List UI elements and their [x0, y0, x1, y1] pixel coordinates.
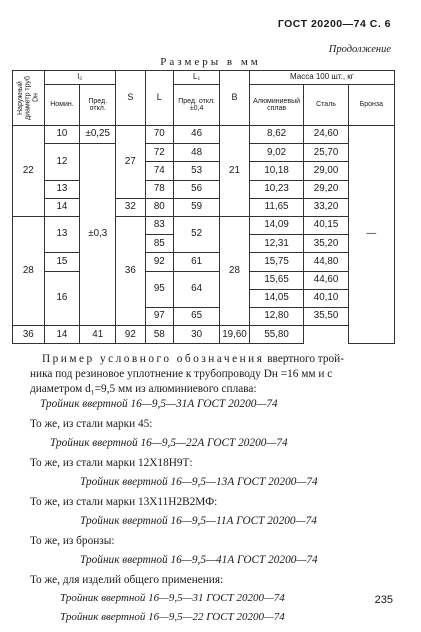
table-row — [13, 326, 395, 344]
cell-nominal: 13 — [44, 180, 80, 198]
dimensions-table — [12, 70, 395, 344]
header-deviation-l1: Пред. откл. ±0,4 — [173, 85, 219, 126]
cell-l: 95 — [145, 271, 173, 307]
designation-example-2: Тройник ввертной 16—9,5—22А ГОСТ 20200—74 — [50, 437, 288, 449]
variant-label-6: То же, для изделий общего применения: — [30, 574, 224, 586]
cell-aluminium: 10,23 — [249, 180, 304, 198]
cell-l: 85 — [145, 235, 173, 253]
page-number: 235 — [374, 594, 393, 606]
table-row — [13, 180, 395, 198]
designation-example-5: Тройник ввертной 16—9,5—41А ГОСТ 20200—74 — [80, 554, 318, 566]
cell-nominal: 10 — [44, 126, 80, 144]
page-header: ГОСТ 20200—74 С. 6 — [277, 18, 391, 30]
cell-l1: 65 — [173, 307, 219, 325]
cell-steel: 40,10 — [304, 289, 348, 307]
table-row — [13, 253, 395, 271]
cell-aluminium: 8,62 — [249, 126, 304, 144]
cell-nominal: 14 — [44, 326, 80, 344]
cell-steel: 25,70 — [304, 144, 348, 162]
header-aluminium: Алюминиевый сплав — [249, 85, 304, 126]
cell-b: 28 — [220, 216, 249, 325]
cell-steel: 24,60 — [304, 126, 348, 144]
cell-steel: 33,20 — [304, 198, 348, 216]
cell-b: 21 — [220, 126, 249, 217]
cell-l1: 61 — [173, 253, 219, 271]
cell-steel: 29,20 — [304, 180, 348, 198]
cell-s: 27 — [116, 126, 145, 199]
cell-l1: 58 — [145, 326, 173, 344]
cell-l: 92 — [116, 326, 145, 344]
cell-nominal: 16 — [44, 271, 80, 326]
header-l: L — [145, 71, 173, 126]
cell-steel: 44,80 — [304, 253, 348, 271]
continuation-label: Продолжение — [328, 44, 391, 55]
table-row — [13, 271, 395, 289]
cell-l1: 59 — [173, 198, 219, 216]
cell-steel: 35,20 — [304, 235, 348, 253]
cell-steel: 44,60 — [304, 271, 348, 289]
cell-aluminium: 19,60 — [220, 326, 249, 344]
cell-diameter: 36 — [13, 326, 45, 344]
cell-s: 41 — [80, 326, 116, 344]
cell-aluminium: 15,65 — [249, 271, 304, 289]
cell-aluminium: 12,31 — [249, 235, 304, 253]
cell-l: 72 — [145, 144, 173, 162]
header-nominal: Номин. — [44, 85, 80, 126]
designation-example-6: Тройник ввертной 16—9,5—31 ГОСТ 20200—74 — [60, 592, 285, 604]
cell-l: 80 — [145, 198, 173, 216]
designation-example-7: Тройник ввертной 16—9,5—22 ГОСТ 20200—74 — [60, 611, 285, 623]
cell-aluminium: 10,18 — [249, 162, 304, 180]
cell-deviation: ±0,25 — [80, 126, 116, 144]
table-row — [13, 198, 395, 216]
cell-steel: 40,15 — [304, 216, 348, 234]
table-row — [13, 216, 395, 234]
table-row — [13, 126, 395, 144]
cell-aluminium: 9,02 — [249, 144, 304, 162]
designation-example-3: Тройник ввертной 16—9,5—13А ГОСТ 20200—74 — [80, 476, 318, 488]
header-l1: L₁ — [173, 71, 219, 85]
cell-l: 97 — [145, 307, 173, 325]
cell-steel: 29,00 — [304, 162, 348, 180]
cell-l1: 64 — [173, 271, 219, 307]
cell-aluminium: 14,05 — [249, 289, 304, 307]
cell-aluminium: 14,09 — [249, 216, 304, 234]
cell-l: 92 — [145, 253, 173, 271]
cell-aluminium: 11,65 — [249, 198, 304, 216]
cell-l1: 56 — [173, 180, 219, 198]
cell-l1: 52 — [173, 216, 219, 252]
variant-label-2: То же, из стали марки 45: — [30, 418, 153, 430]
cell-l1: 46 — [173, 126, 219, 144]
cell-l1: 48 — [173, 144, 219, 162]
header-s: S — [116, 71, 145, 126]
cell-aluminium: 15,75 — [249, 253, 304, 271]
cell-steel: 55,80 — [249, 326, 304, 344]
cell-nominal: 14 — [44, 198, 80, 216]
cell-nominal: 12 — [44, 144, 80, 180]
example-paragraph: Пример условного обозначения ввертного трой- ника под резиновое уплотнение к трубопроводу Dн =16 мм и с диаметром d₁=9,5 мм из алюминиевого сплава: — [30, 353, 344, 395]
cell-s: 32 — [116, 198, 145, 216]
variant-label-5: То же, из бронзы: — [30, 535, 115, 547]
cell-s: 36 — [116, 216, 145, 325]
cell-l: 74 — [145, 162, 173, 180]
header-bronze: Бронза — [348, 85, 394, 126]
cell-l: 70 — [145, 126, 173, 144]
cell-steel: 35,50 — [304, 307, 348, 325]
cell-l: 83 — [145, 216, 173, 234]
cell-bronze: — — [348, 126, 394, 344]
variant-label-4: То же, из стали марки 13Х11Н2В2МФ: — [30, 496, 218, 508]
header-diameter: Наружный диаметр труб Dн — [13, 71, 45, 126]
header-steel: Сталь — [304, 85, 348, 126]
table-row — [13, 144, 395, 162]
variant-label-3: То же, из стали марки 12Х18Н9Т: — [30, 457, 193, 469]
cell-deviation: ±0,3 — [80, 144, 116, 326]
cell-l: 78 — [145, 180, 173, 198]
header-l2: l₂ — [44, 71, 116, 85]
designation-example-4: Тройник ввертной 16—9,5—11А ГОСТ 20200—74 — [80, 515, 317, 527]
header-deviation: Пред. откл. — [80, 85, 116, 126]
cell-b: 30 — [173, 326, 219, 344]
designation-example-1: Тройник ввертной 16—9,5—31А ГОСТ 20200—74 — [40, 398, 278, 410]
cell-aluminium: 12,80 — [249, 307, 304, 325]
cell-nominal: 13 — [44, 216, 80, 252]
cell-nominal: 15 — [44, 253, 80, 271]
header-b: B — [220, 71, 249, 126]
cell-diameter: 28 — [13, 216, 45, 325]
cell-diameter: 22 — [13, 126, 45, 217]
header-mass: Масса 100 шт., кг — [249, 71, 394, 85]
sizes-title: Размеры в мм — [160, 56, 261, 68]
cell-l1: 53 — [173, 162, 219, 180]
